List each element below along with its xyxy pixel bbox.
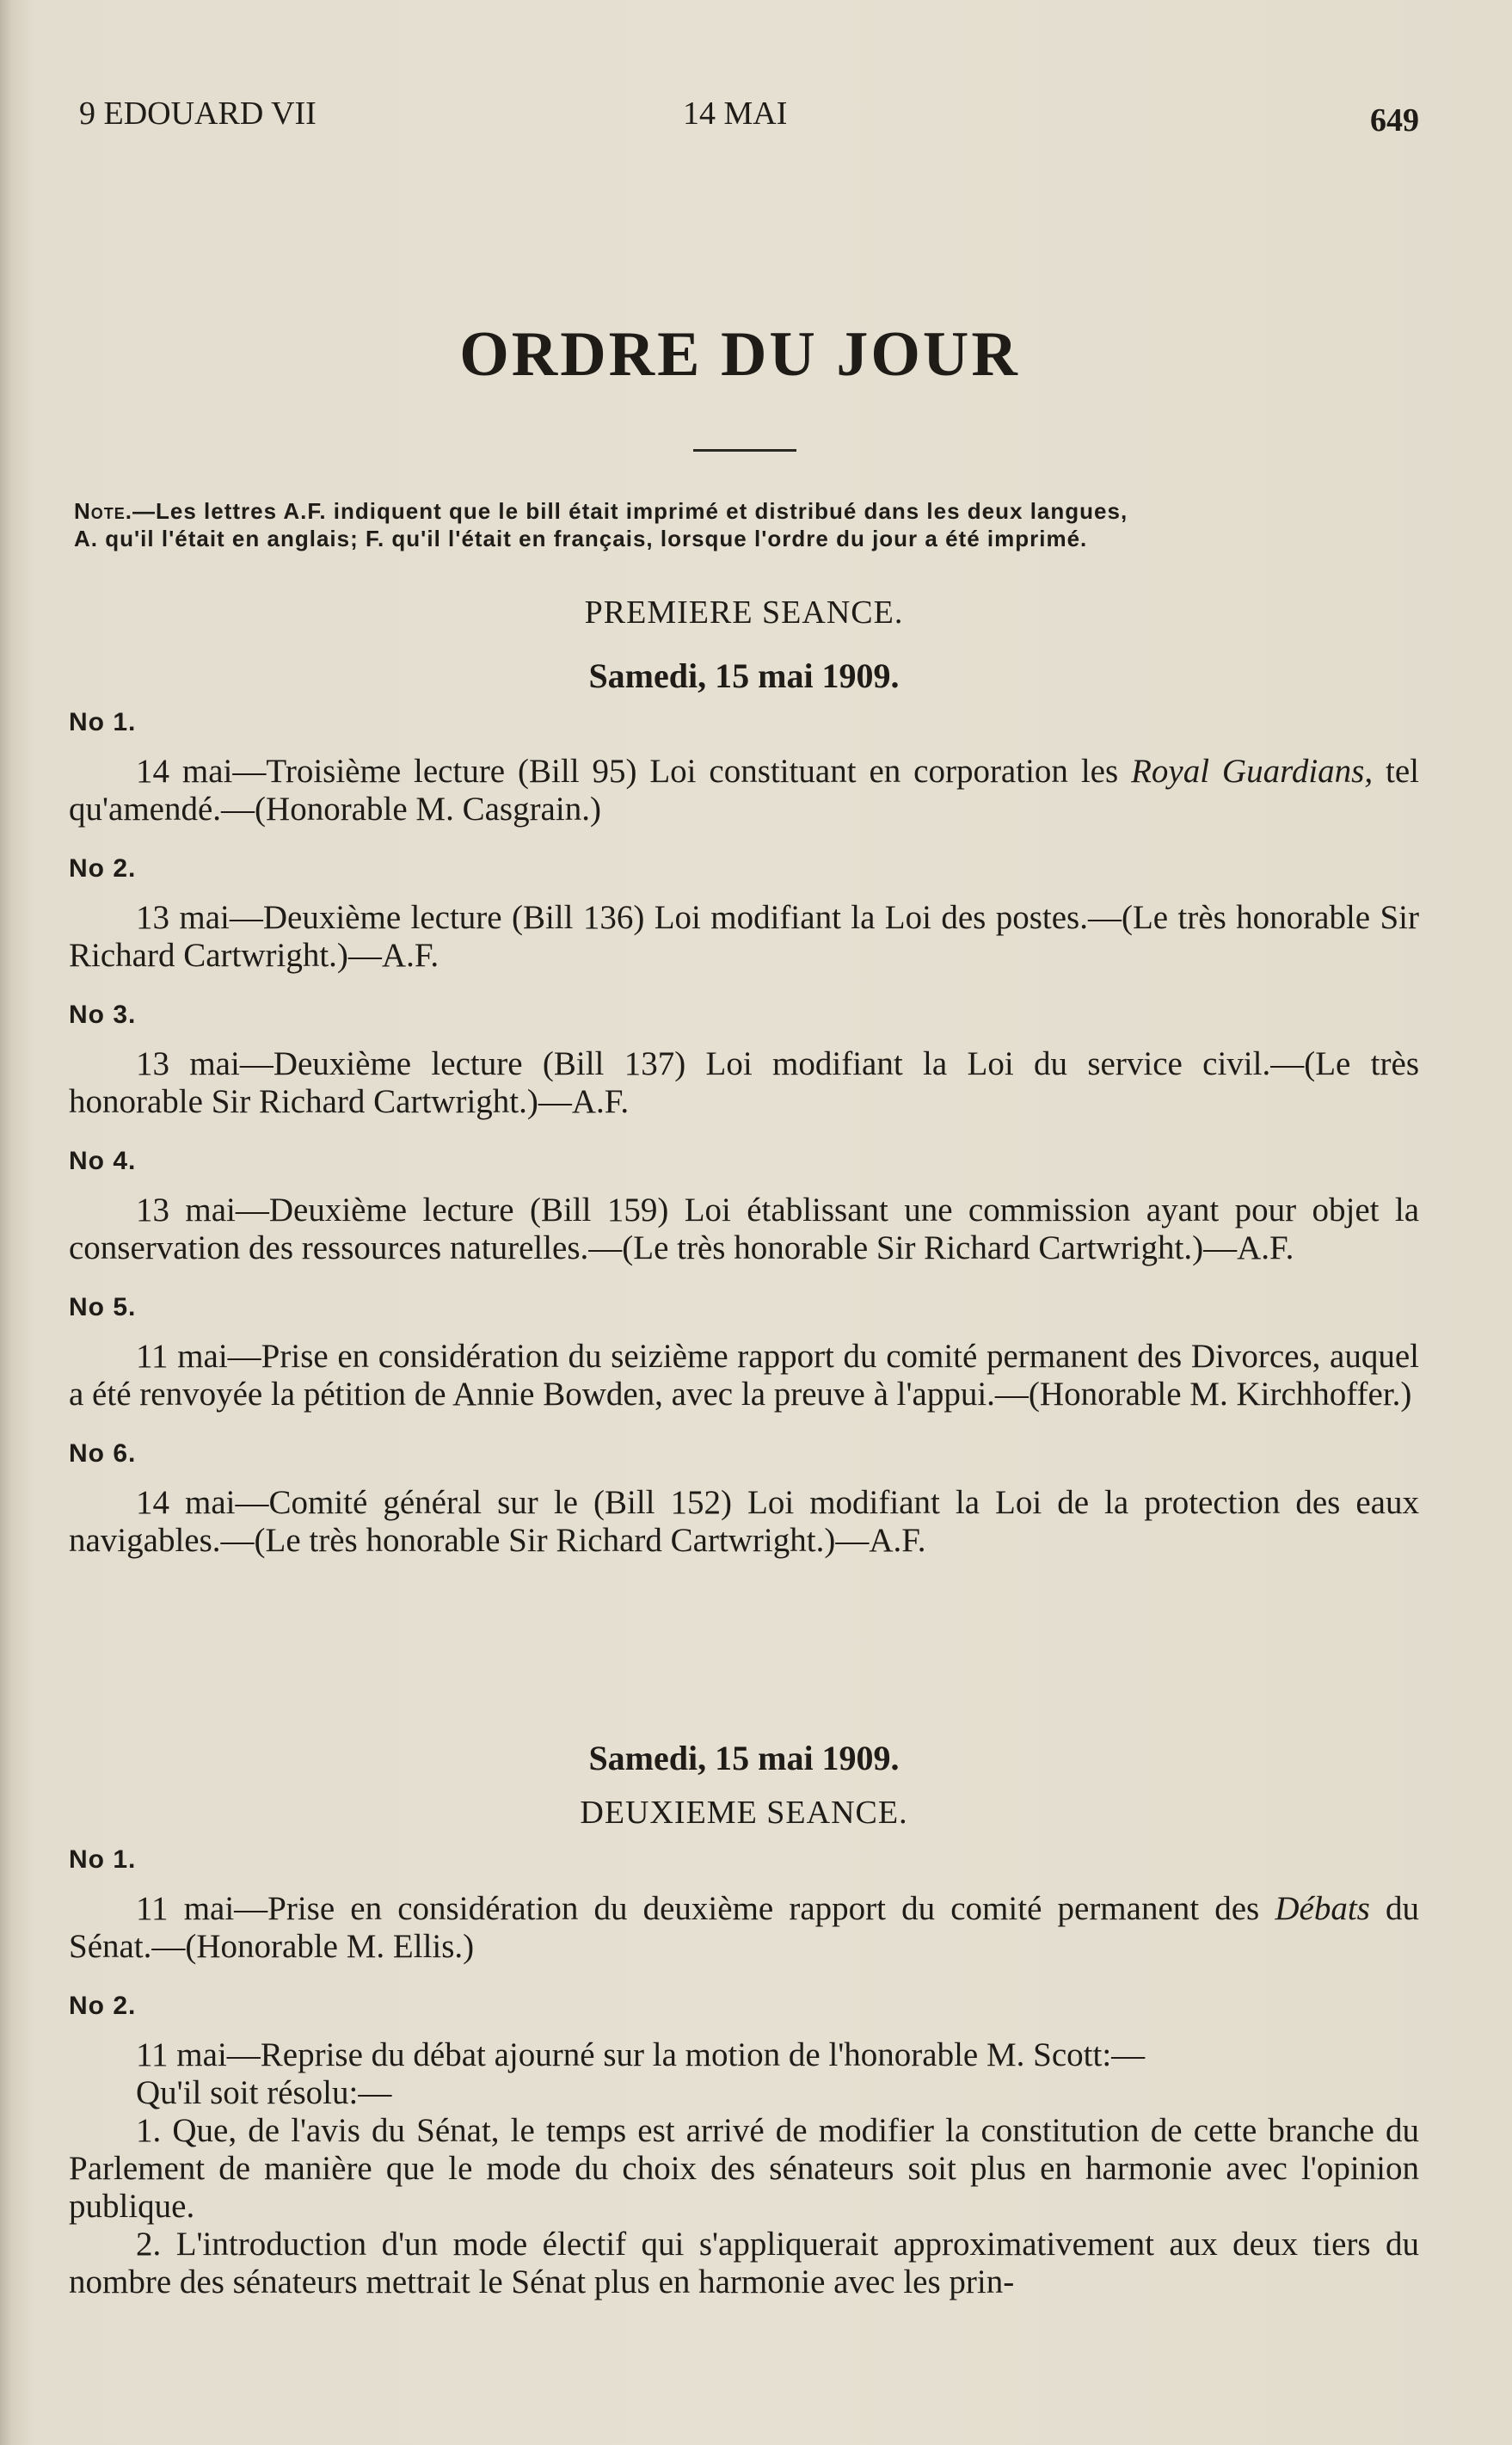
item-text: 13 mai—Deuxième lecture (Bill 137) Loi modifiant la Loi du service civil.—(Le très honorable Sir Richard Cartwright.)—A.F. [69, 1045, 1419, 1120]
header-date: 14 MAI [683, 95, 788, 132]
item-text: 14 mai—Troisième lecture (Bill 95) Loi constituant en corporation les Royal Guardians, tel qu'amendé.—(Honorable M. Casgrain.) [69, 753, 1419, 828]
item-number: No 4. [69, 1147, 137, 1175]
second-sitting [69, 1738, 1419, 2301]
note-line-1: Note.—Les lettres A.F. indiquent que le bill était imprimé et distribué dans les deux langues, [74, 498, 1128, 524]
item-text: 13 mai—Deuxième lecture (Bill 136) Loi modifiant la Loi des postes.—(Le très honorable Sir Richard Cartwright.)—A.F. [69, 899, 1419, 974]
item-number: No 6. [69, 1439, 137, 1468]
motion-paragraph: 1. Que, de l'avis du Sénat, le temps est arrivé de modifier la constitution de cette branche du Parlement de manière que le mode du choix des sénateurs soit plus en harmonie avec l'opinion publique. [69, 2112, 1419, 2225]
sitting-date: Samedi, 15 mai 1909. [588, 1739, 900, 1777]
sitting-date: Samedi, 15 mai 1909. [588, 656, 900, 695]
motion-paragraph: 2. L'introduction d'un mode électif qui s'appliquerait approximativement aux deux tiers du nombre des sénateurs mettrait le Sénat plus en harmonie avec les prin- [69, 2226, 1419, 2300]
first-sitting [69, 594, 1419, 1560]
page-number: 649 [1370, 102, 1419, 139]
item-number: No 5. [69, 1293, 137, 1321]
section-title: PREMIERE SEANCE. [584, 594, 904, 631]
item-number: No 3. [69, 1001, 137, 1029]
item-number: No 1. [69, 708, 137, 736]
item-number: No 1. [69, 1845, 137, 1874]
page-title: ORDRE DU JOUR [459, 319, 1020, 390]
note-label: Note. [74, 498, 133, 524]
motion-line: Qu'il soit résolu:— [136, 2074, 392, 2111]
regnal-year: 9 EDOUARD VII [79, 95, 317, 132]
note-block [74, 497, 1433, 552]
item-number: No 2. [69, 1992, 137, 2020]
motion-line: 11 mai—Reprise du débat ajourné sur la motion de l'honorable M. Scott:— [136, 2036, 1146, 2073]
note-line-2: A. qu'il l'était en anglais; F. qu'il l'était en français, lorsque l'ordre du jour a été imprimé. [74, 526, 1088, 551]
page-header [0, 95, 1512, 146]
item-text: 14 mai—Comité général sur le (Bill 152) Loi modifiant la Loi de la protection des eaux navigables.—(Le très honorable Sir Richard Cartwright.)—A.F. [69, 1484, 1419, 1559]
item-text: 11 mai—Prise en considération du seizième rapport du comité permanent des Divorces, auquel a été renvoyée la pétition de Annie Bowden, avec la preuve à l'appui.—(Honorable M. Kirchhoffer.) [69, 1338, 1419, 1413]
item-text: 11 mai—Prise en considération du deuxième rapport du comité permanent des Débats du Sénat.—(Honorable M. Ellis.) [69, 1890, 1419, 1965]
item-text: 13 mai—Deuxième lecture (Bill 159) Loi établissant une commission ayant pour objet la conservation des ressources naturelles.—(Le très honorable Sir Richard Cartwright.)—A.F. [69, 1192, 1419, 1266]
section-title: DEUXIEME SEANCE. [580, 1795, 908, 1831]
title-divider [693, 449, 796, 452]
item-number: No 2. [69, 854, 137, 883]
